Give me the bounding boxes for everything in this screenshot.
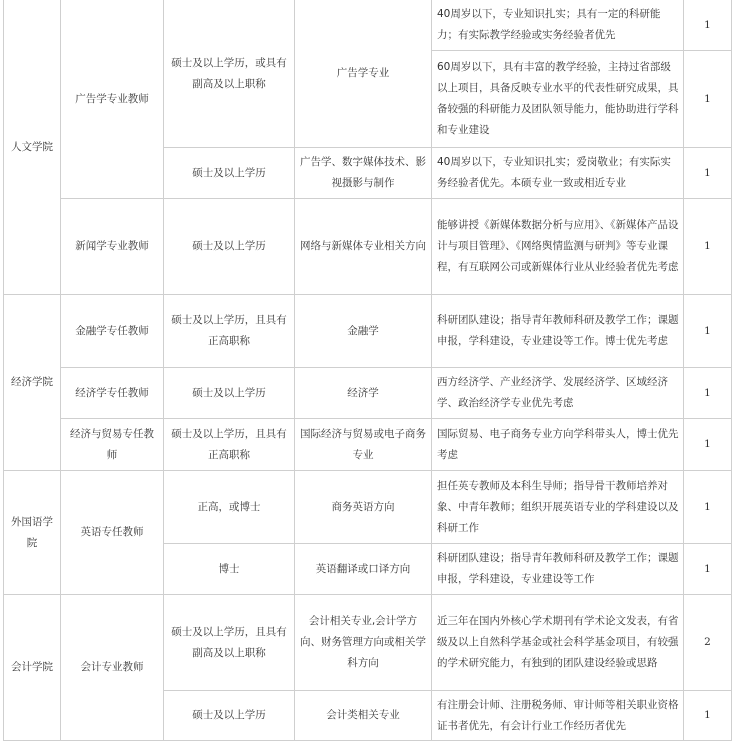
count-cell: 1 <box>684 295 732 368</box>
requirement-cell: 有注册会计师、注册税务师、审计师等相关职业资格证书者优先，有会计行业工作经历者优先 <box>432 691 684 741</box>
table-row <box>4 471 732 544</box>
position-cell: 经济与贸易专任教师 <box>61 419 164 471</box>
major-cell: 商务英语方向 <box>295 471 432 544</box>
major-cell: 金融学 <box>295 295 432 368</box>
major-cell: 经济学 <box>295 368 432 419</box>
position-cell: 英语专任教师 <box>61 471 164 595</box>
table-row <box>4 295 732 368</box>
education-cell: 博士 <box>164 544 295 595</box>
table-row <box>4 595 732 691</box>
table-row <box>4 0 732 51</box>
table-row <box>4 368 732 419</box>
requirement-cell: 40周岁以下，专业知识扎实；爱岗敬业；有实际实务经验者优先。本硕专业一致或相近专业 <box>432 148 684 199</box>
requirement-cell: 科研团队建设；指导青年教师科研及教学工作；课题申报，学科建设，专业建设等工作。博士优先考虑 <box>432 295 684 368</box>
education-cell: 硕士及以上学历，且具有正高职称 <box>164 295 295 368</box>
college-cell: 人文学院 <box>4 0 61 295</box>
requirement-cell: 担任英专教师及本科生导师；指导骨干教师培养对象、中青年教师；组织开展英语专业的学科建设以及科研工作 <box>432 471 684 544</box>
count-cell: 2 <box>684 595 732 691</box>
count-cell: 1 <box>684 148 732 199</box>
education-cell: 硕士及以上学历 <box>164 368 295 419</box>
position-cell: 新闻学专业教师 <box>61 199 164 295</box>
requirement-cell: 40周岁以下，专业知识扎实；具有一定的科研能力；有实际教学经验或实务经验者优先 <box>432 0 684 51</box>
table-row <box>4 199 732 295</box>
position-cell: 会计专业教师 <box>61 595 164 741</box>
count-cell: 1 <box>684 368 732 419</box>
education-cell: 硕士及以上学历，且具有副高及以上职称 <box>164 595 295 691</box>
major-cell: 广告学专业 <box>295 0 432 148</box>
requirement-cell: 60周岁以下，具有丰富的教学经验，主持过省部级以上项目，具备反映专业水平的代表性研究成果，具备较强的科研能力及团队领导能力，能协助进行学科和专业建设 <box>432 51 684 148</box>
count-cell: 1 <box>684 691 732 741</box>
count-cell: 1 <box>684 199 732 295</box>
major-cell: 英语翻译或口译方向 <box>295 544 432 595</box>
major-cell: 网络与新媒体专业相关方向 <box>295 199 432 295</box>
requirement-cell: 科研团队建设；指导青年教师科研及教学工作；课题申报，学科建设，专业建设等工作 <box>432 544 684 595</box>
education-cell: 硕士及以上学历，且具有正高职称 <box>164 419 295 471</box>
college-cell: 经济学院 <box>4 295 61 471</box>
major-cell: 会计相关专业,会计学方向、财务管理方向或相关学科方向 <box>295 595 432 691</box>
requirement-cell: 近三年在国内外核心学术期刊有学术论文发表，有省级及以上自然科学基金或社会科学基金项目，有较强的学术研究能力，有独到的团队建设经验或思路 <box>432 595 684 691</box>
position-cell: 金融学专任教师 <box>61 295 164 368</box>
college-cell: 会计学院 <box>4 595 61 741</box>
major-cell: 国际经济与贸易或电子商务专业 <box>295 419 432 471</box>
education-cell: 硕士及以上学历，或具有副高及以上职称 <box>164 0 295 148</box>
education-cell: 硕士及以上学历 <box>164 148 295 199</box>
requirement-cell: 西方经济学、产业经济学、发展经济学、区域经济学、政治经济学专业优先考虑 <box>432 368 684 419</box>
requirement-cell: 国际贸易、电子商务专业方向学科带头人，博士优先考虑 <box>432 419 684 471</box>
college-cell: 外国语学院 <box>4 471 61 595</box>
major-cell: 广告学、数字媒体技术、影视摄影与制作 <box>295 148 432 199</box>
requirement-cell: 能够讲授《新媒体数据分析与应用》、《新媒体产品设计与项目管理》、《网络舆情监测与研判》等专业课程，有互联网公司或新媒体行业从业经验者优先考虑 <box>432 199 684 295</box>
education-cell: 硕士及以上学历 <box>164 199 295 295</box>
count-cell: 1 <box>684 0 732 51</box>
position-cell: 广告学专业教师 <box>61 0 164 199</box>
recruitment-table <box>3 0 732 741</box>
count-cell: 1 <box>684 471 732 544</box>
education-cell: 正高，或博士 <box>164 471 295 544</box>
table-row <box>4 419 732 471</box>
count-cell: 1 <box>684 51 732 148</box>
major-cell: 会计类相关专业 <box>295 691 432 741</box>
count-cell: 1 <box>684 544 732 595</box>
count-cell: 1 <box>684 419 732 471</box>
position-cell: 经济学专任教师 <box>61 368 164 419</box>
education-cell: 硕士及以上学历 <box>164 691 295 741</box>
